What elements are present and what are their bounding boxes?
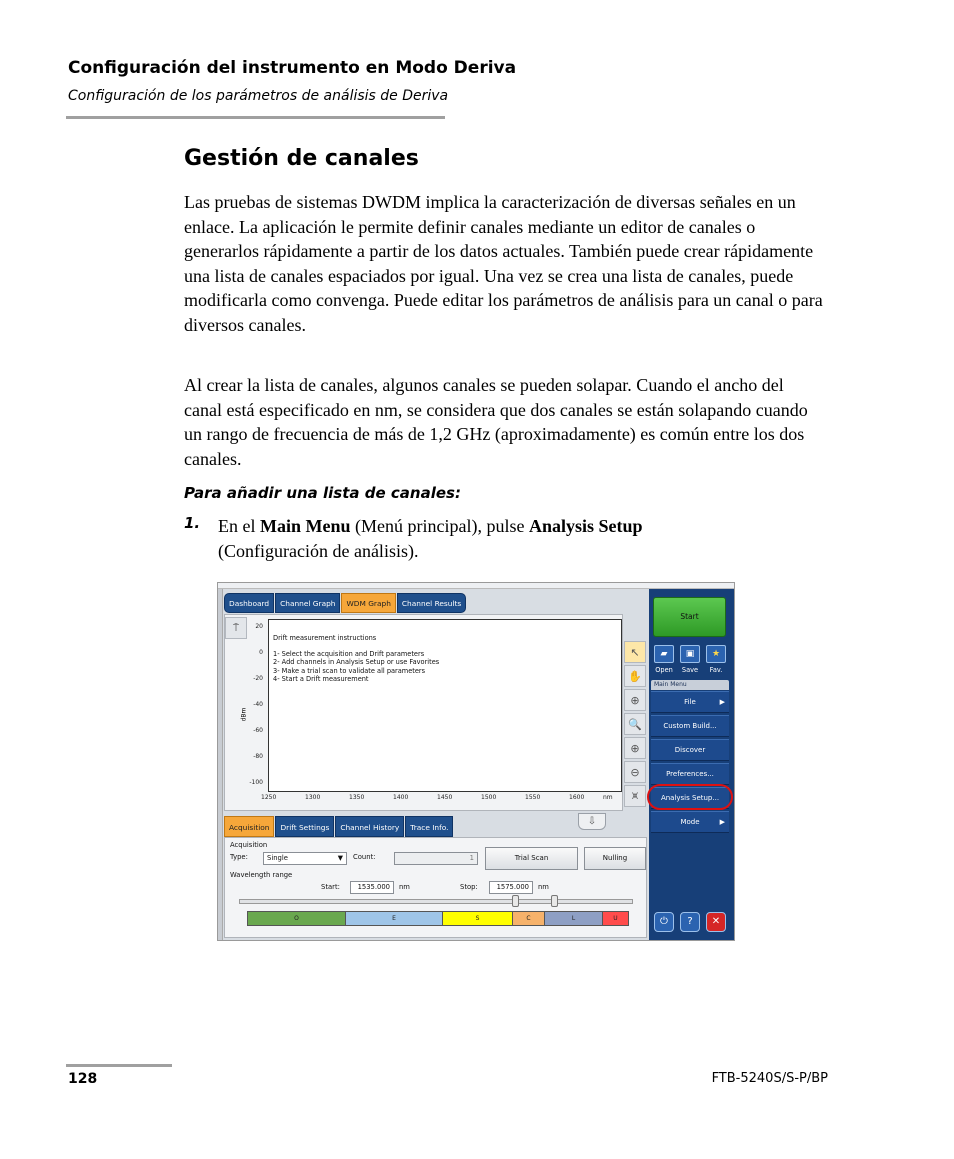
right-panel — [649, 589, 734, 941]
save-label: Save — [681, 666, 699, 674]
y-tick: 20 — [255, 623, 263, 630]
wavelength-range-label: Wavelength range — [230, 871, 293, 879]
tab-dashboard[interactable]: Dashboard — [224, 593, 274, 613]
instruction-line: 4- Start a Drift measurement — [273, 674, 369, 683]
x-unit: nm — [603, 794, 613, 801]
help-icon[interactable]: ? — [680, 912, 700, 932]
auto-scale-icon[interactable]: ⩙ — [624, 785, 646, 807]
tab-trace-info[interactable]: Trace Info. — [405, 816, 453, 837]
step-number: 1. — [184, 514, 201, 532]
stop-wavelength-input[interactable]: 1575.000 — [489, 881, 533, 894]
x-tick: 1350 — [349, 794, 365, 801]
tab-channel-results[interactable]: Channel Results — [397, 593, 466, 613]
nulling-button[interactable]: Nulling — [584, 847, 646, 870]
type-select[interactable] — [263, 852, 347, 865]
drift-instructions — [273, 634, 439, 683]
section-heading: Gestión de canales — [184, 146, 419, 171]
slider-stop-handle[interactable] — [551, 895, 558, 907]
start-wavelength-input[interactable]: 1535.000 — [350, 881, 394, 894]
stop-label: Stop: — [460, 883, 478, 891]
wavelength-slider-track[interactable] — [239, 899, 633, 904]
x-tick: 1300 — [305, 794, 321, 801]
graph-area — [224, 614, 623, 811]
menu-item-label: File — [684, 698, 696, 706]
running-header-title: Configuración del instrumento en Modo Deriva — [68, 58, 517, 78]
y-tick: -80 — [253, 753, 263, 760]
menu-item-custom-build[interactable]: Custom Build... — [651, 715, 729, 737]
zoom-vertical-icon[interactable]: ⊕ — [624, 689, 646, 711]
step-bold-main-menu: Main Menu — [260, 516, 351, 536]
x-tick: 1600 — [569, 794, 585, 801]
power-icon[interactable]: ⏻ — [654, 912, 674, 932]
start-unit: nm — [399, 883, 410, 891]
tab-channel-graph[interactable]: Channel Graph — [275, 593, 340, 613]
acquisition-group-label: Acquisition — [230, 841, 268, 849]
start-button[interactable]: Start — [653, 597, 726, 637]
tab-acquisition[interactable]: Acquisition — [224, 816, 274, 837]
acquisition-panel — [224, 837, 647, 938]
pointer-icon[interactable]: ↖ — [624, 641, 646, 663]
top-tabs — [224, 593, 467, 613]
running-header-subtitle: Configuración de los parámetros de análisis de Deriva — [68, 88, 449, 104]
window-left-strip — [218, 589, 223, 941]
hand-pan-icon[interactable]: ✋ — [624, 665, 646, 687]
x-tick: 1500 — [481, 794, 497, 801]
chevron-down-icon: ▼ — [337, 854, 343, 862]
y-tick: -60 — [253, 727, 263, 734]
tab-channel-history[interactable]: Channel History — [335, 816, 404, 837]
bottom-tabs — [224, 816, 454, 837]
band-c: C — [513, 912, 545, 925]
footer-rule — [66, 1064, 172, 1067]
paragraph-1: Las pruebas de sistemas DWDM implica la caracterización de diversas señales en un enlace. La aplicación le permite definir canales mediante un editor de canales o generarlos rápidamente a partir de los datos actuales. También puede crear rápidamente una lista de canales espaciados por igual. Una vez se crea una lista de canales, puede modificarla como convenga. Puede editar los parámetros de análisis para un canal o para diversos canales. — [184, 192, 823, 335]
step-text — [218, 514, 818, 563]
wavelength-bands — [247, 911, 629, 926]
step-text-b: (Menú principal), pulse — [350, 516, 529, 536]
chevron-right-icon: ▶ — [719, 698, 725, 706]
band-o: O — [248, 912, 346, 925]
band-e: E — [346, 912, 443, 925]
main-menu-header: Main Menu — [651, 680, 729, 690]
close-icon[interactable]: ✕ — [706, 912, 726, 932]
instruction-line: 3- Make a trial scan to validate all parameters — [273, 666, 426, 675]
count-label: Count: — [353, 853, 376, 861]
menu-item-preferences[interactable]: Preferences... — [651, 763, 729, 785]
tab-drift-settings[interactable]: Drift Settings — [275, 816, 334, 837]
graph-tools — [624, 641, 646, 810]
favorite-star-icon[interactable]: ★ — [706, 645, 726, 663]
step-text-a: En el — [218, 516, 260, 536]
step-text-c: (Configuración de análisis). — [218, 540, 419, 561]
menu-item-file[interactable] — [651, 691, 729, 713]
menu-item-label: Mode — [680, 818, 700, 826]
zoom-in-icon[interactable]: 🔍 — [624, 713, 646, 735]
paragraph-2: Al crear la lista de canales, algunos canales se pueden solapar. Cuando el ancho del canal está especificado en nm, se considera que dos canales se están solapando cuando un rango de frecuencia de más de 1,2 GHz (aproximadamente) es común entre los dos canales. — [184, 375, 808, 469]
x-tick: 1550 — [525, 794, 541, 801]
procedure-title: Para añadir una lista de canales: — [184, 484, 461, 502]
page-number: 128 — [68, 1071, 98, 1087]
header-rule — [66, 116, 445, 119]
x-tick: 1450 — [437, 794, 453, 801]
y-tick: -20 — [253, 675, 263, 682]
trial-scan-button[interactable]: Trial Scan — [485, 847, 578, 870]
tab-wdm-graph[interactable]: WDM Graph — [341, 593, 395, 613]
y-axis-label: dBm — [240, 707, 248, 722]
app-screenshot — [217, 582, 735, 941]
save-disk-icon[interactable]: ▣ — [680, 645, 700, 663]
type-value: Single — [267, 854, 288, 862]
start-label: Start: — [321, 883, 340, 891]
y-tick: -100 — [249, 779, 263, 786]
instruction-spacer — [273, 642, 439, 650]
menu-item-mode[interactable] — [651, 811, 729, 833]
band-l: L — [545, 912, 603, 925]
band-u: U — [603, 912, 628, 925]
menu-item-discover[interactable]: Discover — [651, 739, 729, 761]
chevron-right-icon: ▶ — [719, 818, 725, 826]
x-tick: 1250 — [261, 794, 277, 801]
highlight-circle — [647, 784, 733, 810]
zoom-fit-icon[interactable]: ⍑ — [225, 617, 247, 639]
stop-unit: nm — [538, 883, 549, 891]
collapse-arrow-icon[interactable]: ⇩ — [578, 813, 606, 830]
y-tick: -40 — [253, 701, 263, 708]
zoom-out-icon[interactable]: ⊖ — [624, 761, 646, 783]
band-s: S — [443, 912, 513, 925]
fav-label: Fav. — [709, 666, 723, 674]
instruction-line: 2- Add channels in Analysis Setup or use Favorites — [273, 658, 440, 667]
open-folder-icon[interactable]: ▰ — [654, 645, 674, 663]
count-field[interactable]: 1 — [394, 852, 478, 865]
x-tick: 1400 — [393, 794, 409, 801]
model-name: FTB-5240S/S-P/BP — [711, 1071, 828, 1086]
y-tick: 0 — [259, 649, 263, 656]
slider-start-handle[interactable] — [512, 895, 519, 907]
step-bold-analysis-setup: Analysis Setup — [528, 516, 643, 536]
plot-area[interactable] — [268, 619, 622, 792]
instruction-line: 1- Select the acquisition and Drift parameters — [273, 650, 425, 659]
zoom-area-icon[interactable]: ⊕ — [624, 737, 646, 759]
instruction-title: Drift measurement instructions — [273, 634, 377, 642]
type-label: Type: — [230, 853, 248, 861]
open-label: Open — [655, 666, 673, 674]
menu-item-analysis-setup[interactable]: Analysis Setup... — [651, 787, 729, 809]
